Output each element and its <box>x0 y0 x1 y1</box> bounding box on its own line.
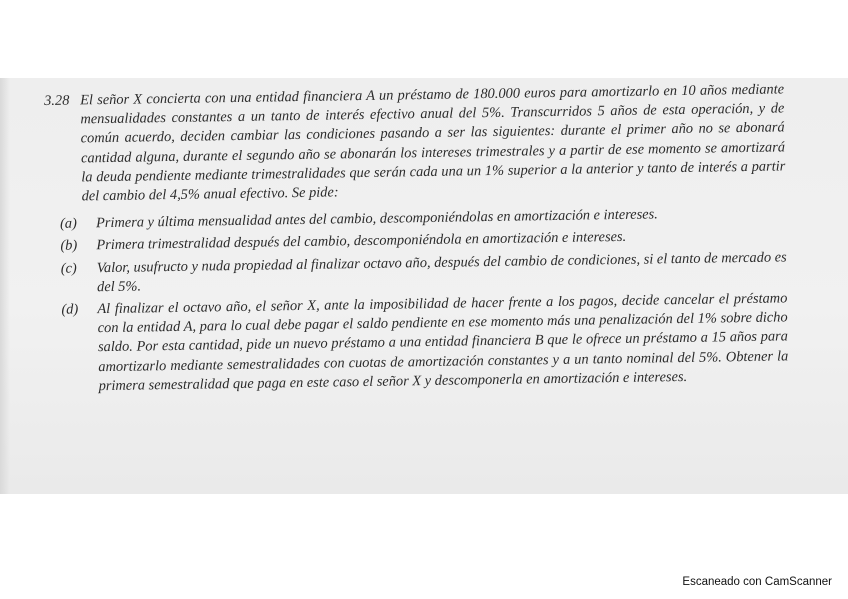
question-list <box>46 204 789 397</box>
scanner-watermark: Escaneado con CamScanner <box>682 576 832 588</box>
question-text: Valor, usufructo y nuda propiedad al finalizar octavo año, después del cambio de condiciones, si el tanto de mercado es del 5%. <box>96 248 787 296</box>
exercise-text <box>44 80 789 400</box>
question-text: Primera y última mensualidad antes del cambio, descomponiéndolas en amortización e intereses. <box>95 206 658 232</box>
problem-statement <box>44 80 786 207</box>
question-item-d <box>61 289 788 396</box>
question-text: Primera trimestralidad después del cambio, descomponiéndola en amortización e intereses. <box>96 229 627 254</box>
problem-number: 3.28 <box>44 92 70 109</box>
scanned-page <box>0 78 848 494</box>
question-label: (d) <box>61 301 79 318</box>
question-label: (c) <box>60 260 77 277</box>
question-text: Al finalizar el octavo año, el señor X, ante la imposibilidad de hacer frente a los pagos, decide cancelar el préstamo con la entidad A, para lo cual debe pagar el saldo pendiente en ese momento más una penalización del 1% sobre dicho saldo. Por esta cantidad, pide un nuevo préstamo a una entidad financiera B que le ofrece un préstamo a 15 años para amortizarlo mediante semestralidades con cuotas de amortización constantes y a un tanto nominal del 5%. Obtener la primera semestralidad que paga en este caso el señor X y descomponerla en amortización e intereses. <box>97 290 789 395</box>
question-label: (b) <box>60 237 78 255</box>
question-label: (a) <box>59 215 77 232</box>
problem-intro: El señor X concierta con una entidad financiera A un préstamo de 180.000 euros para amortizarlo en 10 años mediante mensualidades constantes a un tanto de interés efectivo anual del 5%. Transcurridos 5 años de esta operación, y de común acuerdo, deciden cambiar las condiciones pasando a ser las siguientes: durante el primer año no se abonará cantidad alguna, durante el segundo año se abonarán los intereses trimestrales y a partir de ese momento se amortizará la deuda pendiente mediante trimestralidades que serán cada una un 1% superior a la anterior y tanto de interés a partir del cambio del 4,5% anual efectivo. Se pide: <box>80 81 786 205</box>
